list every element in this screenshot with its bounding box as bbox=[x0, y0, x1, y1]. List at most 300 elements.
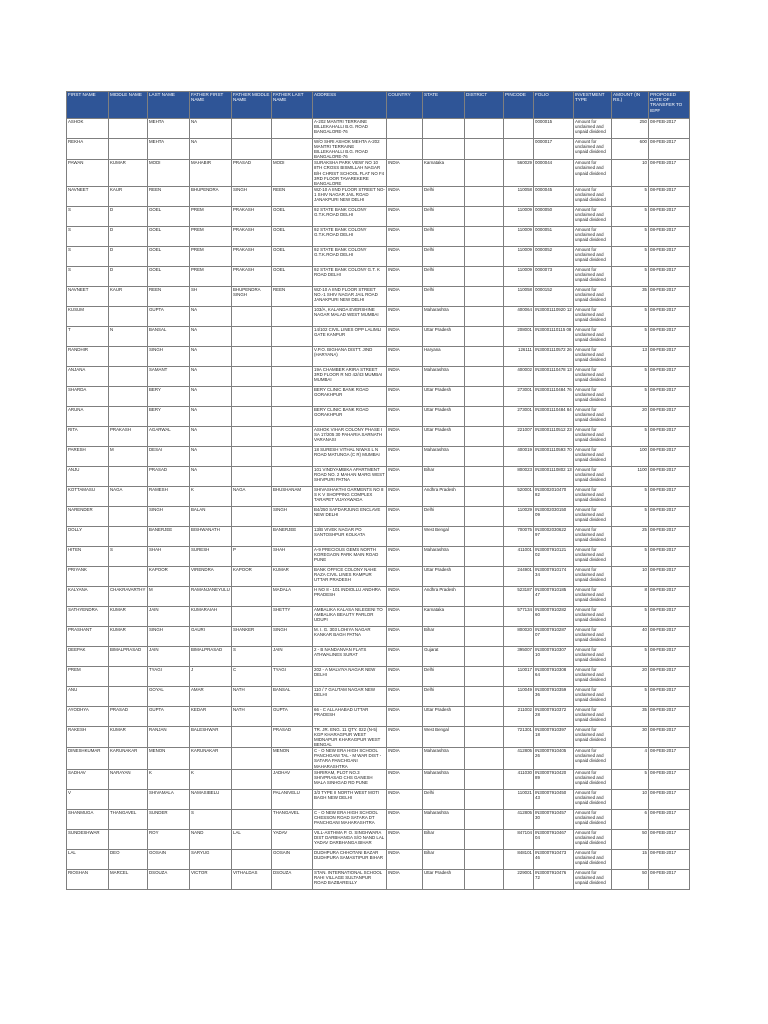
table-cell bbox=[272, 139, 313, 160]
table-cell: IN30007910359 36 bbox=[534, 686, 574, 706]
table-cell: Karnataka bbox=[423, 606, 465, 626]
table-cell: 8 bbox=[612, 586, 649, 606]
table-cell bbox=[232, 789, 272, 809]
table-cell: GOSAIN bbox=[148, 849, 190, 869]
table-cell: TYAGI bbox=[272, 666, 313, 686]
table-cell: STAN. INTERNATIONAL SCHOOL RAHI VILLAGE SULTANPUR ROAD BAZBAREILLY bbox=[313, 869, 387, 889]
table-cell: PRASAD bbox=[109, 706, 148, 726]
table-cell bbox=[465, 789, 504, 809]
table-cell bbox=[272, 406, 313, 426]
table-cell: IN30007910282 60 bbox=[534, 606, 574, 626]
table-cell: West Bengal bbox=[423, 526, 465, 546]
table-cell: C bbox=[232, 666, 272, 686]
table-cell: AMAR bbox=[190, 686, 232, 706]
table-cell: Uttar Pradesh bbox=[423, 706, 465, 726]
table-cell: GAURI bbox=[190, 626, 232, 646]
table-row bbox=[67, 646, 690, 666]
table-cell: SHRIRAM, PLOT NO.3 SHIVPRASAD CHS GANESH MALA SINHGAD RD PUNE bbox=[313, 769, 387, 789]
table-cell: 110058 bbox=[504, 186, 534, 206]
table-cell bbox=[465, 606, 504, 626]
table-cell: H NO 8 - 101 INDIOLLU ANDHRA PRADESH bbox=[313, 586, 387, 606]
table-cell bbox=[232, 426, 272, 446]
table-cell: 5 bbox=[612, 646, 649, 666]
table-cell: 600 bbox=[612, 139, 649, 160]
table-cell: Delhi bbox=[423, 246, 465, 266]
table-cell bbox=[465, 686, 504, 706]
table-cell: KUMAR bbox=[109, 626, 148, 646]
table-cell bbox=[465, 406, 504, 426]
table-cell: KAPOOR bbox=[232, 566, 272, 586]
table-cell: AGARWAL bbox=[148, 426, 190, 446]
table-cell: NARENDER bbox=[67, 506, 109, 526]
table-cell: 5 bbox=[612, 306, 649, 326]
table-cell: 0000052 bbox=[534, 246, 574, 266]
table-cell bbox=[272, 386, 313, 406]
table-cell: IN30007910121 02 bbox=[534, 546, 574, 566]
table-cell: VILL-ASTHMA P. O. SINGHWARA DIST DARBHANGA S/O NAND LAL YADAV DARBHANGA BIHAR bbox=[313, 829, 387, 849]
table-cell: IN30001110512 23 bbox=[534, 426, 574, 446]
table-cell: 08-FEB-2017 bbox=[649, 486, 690, 506]
table-cell: 08-FEB-2017 bbox=[649, 829, 690, 849]
table-cell: KUSUM bbox=[67, 306, 109, 326]
table-cell: IN30001110115 08 bbox=[534, 326, 574, 346]
table-cell: 0000051 bbox=[534, 226, 574, 246]
table-cell: 08-FEB-2017 bbox=[649, 566, 690, 586]
table-cell: 08-FEB-2017 bbox=[649, 246, 690, 266]
table-cell: IN30001110478 13 bbox=[534, 366, 574, 386]
table-cell: CHAKRAVARTHY bbox=[109, 586, 148, 606]
table-cell: West Bengal bbox=[423, 726, 465, 747]
table-cell: 110009 bbox=[504, 226, 534, 246]
table-cell bbox=[232, 849, 272, 869]
table-cell: SINGH bbox=[148, 346, 190, 366]
table-cell bbox=[465, 386, 504, 406]
table-cell: INDIA bbox=[387, 666, 423, 686]
table-row bbox=[67, 246, 690, 266]
table-cell: Amount for unclaimed and unpaid dividend bbox=[574, 526, 612, 546]
table-cell: PRAKASH bbox=[232, 206, 272, 226]
table-cell: 08-FEB-2017 bbox=[649, 626, 690, 646]
table-cell: INDIA bbox=[387, 606, 423, 626]
table-cell: BHUSHANAM bbox=[272, 486, 313, 506]
table-cell: SH bbox=[190, 286, 232, 306]
table-cell: S bbox=[67, 246, 109, 266]
table-cell: Bihar bbox=[423, 626, 465, 646]
table-cell: NA bbox=[190, 386, 232, 406]
table-cell: 50 bbox=[612, 869, 649, 889]
table-cell: 0000015 bbox=[534, 119, 574, 139]
table-cell: INDIA bbox=[387, 706, 423, 726]
table-cell bbox=[465, 346, 504, 366]
table-cell: 848101 bbox=[504, 849, 534, 869]
table-cell: Amount for unclaimed and unpaid dividend bbox=[574, 646, 612, 666]
table-cell: NAGA bbox=[232, 486, 272, 506]
table-cell: LAL bbox=[232, 829, 272, 849]
table-cell bbox=[109, 829, 148, 849]
table-cell: JAIN bbox=[148, 606, 190, 626]
column-header: ADDRESS bbox=[313, 92, 387, 119]
table-cell bbox=[109, 506, 148, 526]
table-cell bbox=[465, 769, 504, 789]
table-cell: 800023 bbox=[504, 466, 534, 486]
table-cell: 110058 bbox=[504, 286, 534, 306]
table-cell: PAWAN bbox=[67, 160, 109, 186]
table-row bbox=[67, 266, 690, 286]
table-cell bbox=[272, 326, 313, 346]
table-cell: 5 bbox=[612, 226, 649, 246]
column-header: INVESTMENT TYPE bbox=[574, 92, 612, 119]
table-cell: 6 bbox=[612, 809, 649, 829]
table-cell: 13 bbox=[612, 346, 649, 366]
table-cell bbox=[465, 869, 504, 889]
table-cell: Amount for unclaimed and unpaid dividend bbox=[574, 426, 612, 446]
table-cell: DEEPAK bbox=[67, 646, 109, 666]
table-cell: IN30002010470 82 bbox=[534, 486, 574, 506]
table-cell bbox=[465, 566, 504, 586]
table-cell: KUMAR bbox=[109, 726, 148, 747]
table-row bbox=[67, 546, 690, 566]
table-row bbox=[67, 526, 690, 546]
table-cell: 08-FEB-2017 bbox=[649, 119, 690, 139]
table-cell: INDIA bbox=[387, 246, 423, 266]
table-cell: SHETTY bbox=[272, 606, 313, 626]
table-cell: Maharashtra bbox=[423, 809, 465, 829]
table-cell: Amount for unclaimed and unpaid dividend bbox=[574, 829, 612, 849]
table-cell: IN30007910372 28 bbox=[534, 706, 574, 726]
table-cell bbox=[465, 526, 504, 546]
table-cell: 110 / 7 GAUTAM NAGAR NEW DELHI bbox=[313, 686, 387, 706]
column-header: MIDDLE NAME bbox=[109, 92, 148, 119]
table-cell: INDIA bbox=[387, 546, 423, 566]
table-cell: 15 bbox=[612, 849, 649, 869]
table-cell: ASHOK VIHAR COLONY PHASE I SA 17/205 30 PAHARIA SARNATH VARANASI bbox=[313, 426, 387, 446]
table-cell: ASHOK bbox=[67, 119, 109, 139]
table-cell: B4/250 SAFDARJUNG ENCLAVE NEW DELHI bbox=[313, 506, 387, 526]
table-cell bbox=[465, 726, 504, 747]
table-cell: Delhi bbox=[423, 666, 465, 686]
table-cell bbox=[232, 119, 272, 139]
table-cell: GOEL bbox=[272, 266, 313, 286]
table-cell: Amount for unclaimed and unpaid dividend bbox=[574, 606, 612, 626]
table-cell: IN30002030150 09 bbox=[534, 506, 574, 526]
table-cell bbox=[232, 386, 272, 406]
table-cell: GOYAL bbox=[148, 686, 190, 706]
table-cell: Amount for unclaimed and unpaid dividend bbox=[574, 306, 612, 326]
table-cell: SHIVAMALA bbox=[148, 789, 190, 809]
table-cell: Karnataka bbox=[423, 160, 465, 186]
table-cell: Maharashtra bbox=[423, 446, 465, 466]
table-cell bbox=[232, 466, 272, 486]
table-cell bbox=[109, 406, 148, 426]
table-cell: INDIA bbox=[387, 829, 423, 849]
table-cell: INDIA bbox=[387, 286, 423, 306]
table-cell bbox=[109, 119, 148, 139]
table-cell: MARCEL bbox=[109, 869, 148, 889]
table-cell: 08-FEB-2017 bbox=[649, 446, 690, 466]
table-cell: C - O NEW ERA HIGH SCHOOL PANCHGANI TAL - M WAR DIST - SATARA PANCHGANI MAHARASHTRA bbox=[313, 748, 387, 769]
table-cell: INDIA bbox=[387, 586, 423, 606]
table-cell bbox=[232, 726, 272, 747]
table-cell: 400002 bbox=[504, 366, 534, 386]
table-cell bbox=[465, 626, 504, 646]
table-cell bbox=[232, 139, 272, 160]
table-cell: A-9 PRECIOUS GEMS NORTH KOREGAON PARK MAIN ROAD PUNE bbox=[313, 546, 387, 566]
table-cell: Delhi bbox=[423, 266, 465, 286]
table-cell: 14/102 CIVIL LINES OPP LALIMLI GATE KANPUR bbox=[313, 326, 387, 346]
table-cell: Amount for unclaimed and unpaid dividend bbox=[574, 366, 612, 386]
table-cell: 08-FEB-2017 bbox=[649, 426, 690, 446]
table-cell: PREM bbox=[190, 266, 232, 286]
table-cell bbox=[232, 586, 272, 606]
table-cell: MENON bbox=[148, 748, 190, 769]
table-cell bbox=[232, 326, 272, 346]
table-cell bbox=[465, 286, 504, 306]
table-cell: Delhi bbox=[423, 226, 465, 246]
table-cell: 08-FEB-2017 bbox=[649, 789, 690, 809]
table-cell: BERY CLINIC BANK ROAD GORAKHPUR bbox=[313, 406, 387, 426]
table-cell: REEN bbox=[272, 186, 313, 206]
table-row bbox=[67, 366, 690, 386]
table-cell: THANGAVEL bbox=[109, 809, 148, 829]
table-row bbox=[67, 769, 690, 789]
table-cell bbox=[272, 466, 313, 486]
table-cell: Amount for unclaimed and unpaid dividend bbox=[574, 748, 612, 769]
table-cell bbox=[232, 346, 272, 366]
table-row bbox=[67, 606, 690, 626]
table-row bbox=[67, 706, 690, 726]
table-cell: C - O NEW ERA HIGH SCHOOL CHESSON ROAD SATARA DT PANCHGANI MAHARASHTRA bbox=[313, 809, 387, 829]
table-cell: INDIA bbox=[387, 748, 423, 769]
table-cell bbox=[109, 139, 148, 160]
table-cell: RIOSHAN bbox=[67, 869, 109, 889]
table-cell bbox=[272, 306, 313, 326]
table-cell bbox=[232, 809, 272, 829]
table-row bbox=[67, 726, 690, 747]
table-row bbox=[67, 666, 690, 686]
column-header: PINCODE bbox=[504, 92, 534, 119]
table-cell: 110029 bbox=[504, 506, 534, 526]
table-cell: P bbox=[232, 546, 272, 566]
table-cell: KOTTAMASU bbox=[67, 486, 109, 506]
table-cell: NA bbox=[190, 306, 232, 326]
table-cell: SHARDA bbox=[67, 386, 109, 406]
table-cell: BANSAL bbox=[272, 686, 313, 706]
table-cell: MAHABIR bbox=[190, 160, 232, 186]
table-cell: DEO bbox=[109, 849, 148, 869]
table-cell: ROY bbox=[148, 829, 190, 849]
table-cell: Amount for unclaimed and unpaid dividend bbox=[574, 446, 612, 466]
table-cell: IN30007910420 89 bbox=[534, 769, 574, 789]
table-cell: Uttar Pradesh bbox=[423, 426, 465, 446]
table-cell: IN30007910476 72 bbox=[534, 869, 574, 889]
table-cell: J bbox=[190, 666, 232, 686]
table-cell: 250 bbox=[612, 119, 649, 139]
table-cell: Maharashtra bbox=[423, 306, 465, 326]
table-cell: S bbox=[190, 809, 232, 829]
table-cell: RANDHIR bbox=[67, 346, 109, 366]
table-cell: Amount for unclaimed and unpaid dividend bbox=[574, 686, 612, 706]
unclaimed-dividend-sheet bbox=[66, 91, 689, 890]
table-cell: SURAKSHA PARK VIEW' NO 10 8TH CROSS BISMILLAH NAGAR B/H CHRIST SCHOOL FLAT NO F4 3RD FLOOR TAVAREKERE BANGALORE bbox=[313, 160, 387, 186]
table-cell bbox=[465, 666, 504, 686]
table-row bbox=[67, 466, 690, 486]
table-cell bbox=[465, 226, 504, 246]
table-cell: 92 STATE BANK COLONY G.T.K.ROAD DELHI bbox=[313, 226, 387, 246]
table-cell: GOEL bbox=[272, 206, 313, 226]
table-cell: INDIA bbox=[387, 406, 423, 426]
table-cell: 5 bbox=[612, 366, 649, 386]
table-cell bbox=[465, 706, 504, 726]
column-header: AMOUNT (IN RS.) bbox=[612, 92, 649, 119]
table-cell: 5 bbox=[612, 769, 649, 789]
table-cell: HITEN bbox=[67, 546, 109, 566]
table-cell: 08-FEB-2017 bbox=[649, 706, 690, 726]
table-cell: INDIA bbox=[387, 386, 423, 406]
table-cell: K bbox=[190, 486, 232, 506]
table-cell: 20 bbox=[612, 666, 649, 686]
table-cell: Amount for unclaimed and unpaid dividend bbox=[574, 486, 612, 506]
table-row bbox=[67, 306, 690, 326]
table-cell: 126111 bbox=[504, 346, 534, 366]
table-cell: 202 - A MALVIYA NAGAR NEW DELHI bbox=[313, 666, 387, 686]
table-cell: 5 bbox=[612, 486, 649, 506]
table-cell bbox=[465, 139, 504, 160]
table-cell: Amount for unclaimed and unpaid dividend bbox=[574, 266, 612, 286]
table-cell: 520001 bbox=[504, 486, 534, 506]
table-cell: 110009 bbox=[504, 206, 534, 226]
table-cell bbox=[232, 748, 272, 769]
table-cell bbox=[109, 346, 148, 366]
table-cell: Amount for unclaimed and unpaid dividend bbox=[574, 789, 612, 809]
table-cell: SADHAV bbox=[67, 769, 109, 789]
table-cell: BANERJEE bbox=[272, 526, 313, 546]
table-cell: TR. JR. ENG. 11 QTY. 022 (N-5) KGP KHARAGPUR WEST MIDNAPUR KHARAGPUR WEST BENGAL bbox=[313, 726, 387, 747]
header-row bbox=[67, 92, 690, 119]
table-cell: W/O SHRI ASHOK MEHTA A-202 MANTRI TERRAINE BILLEKAHALLI B.G. ROAD BANGALORE-76 bbox=[313, 139, 387, 160]
table-cell: Bihar bbox=[423, 466, 465, 486]
table-cell bbox=[465, 486, 504, 506]
table-cell: 08-FEB-2017 bbox=[649, 526, 690, 546]
table-cell: MEHTA bbox=[148, 139, 190, 160]
table-cell: GUPTA bbox=[148, 706, 190, 726]
table-cell bbox=[465, 246, 504, 266]
table-cell: M bbox=[109, 446, 148, 466]
table-cell: 412805 bbox=[504, 748, 534, 769]
table-cell: INDIA bbox=[387, 366, 423, 386]
table-cell: Amount for unclaimed and unpaid dividend bbox=[574, 626, 612, 646]
table-cell: 08-FEB-2017 bbox=[649, 306, 690, 326]
table-cell: 08-FEB-2017 bbox=[649, 226, 690, 246]
table-cell: JADHAV bbox=[272, 769, 313, 789]
table-cell: 08-FEB-2017 bbox=[649, 206, 690, 226]
table-cell: INDIA bbox=[387, 686, 423, 706]
table-cell: PALANIVELU bbox=[272, 789, 313, 809]
table-cell: K bbox=[190, 769, 232, 789]
table-cell: 08-FEB-2017 bbox=[649, 286, 690, 306]
table-cell: 35 bbox=[612, 706, 649, 726]
table-cell: IN30007910450 43 bbox=[534, 789, 574, 809]
table-cell: DSOUZA bbox=[148, 869, 190, 889]
table-cell: BIMALPRASAD bbox=[109, 646, 148, 666]
table-cell: IN30001110572 26 bbox=[534, 346, 574, 366]
table-cell: NAMASIBELU bbox=[190, 789, 232, 809]
table-cell: BANK OFFICE COLONY NAHE RAZA CIVIL LINES RAMPUR UTTAR PRADESH bbox=[313, 566, 387, 586]
table-cell: SHAH bbox=[148, 546, 190, 566]
table-cell: Delhi bbox=[423, 789, 465, 809]
table-cell: 273001 bbox=[504, 386, 534, 406]
table-cell: KUMAR bbox=[109, 160, 148, 186]
table-cell: Amount for unclaimed and unpaid dividend bbox=[574, 506, 612, 526]
table-cell bbox=[109, 366, 148, 386]
table-cell: 400064 bbox=[504, 306, 534, 326]
table-cell: Amount for unclaimed and unpaid dividend bbox=[574, 706, 612, 726]
table-cell: Delhi bbox=[423, 286, 465, 306]
table-cell: TYAGI bbox=[148, 666, 190, 686]
table-cell: GOEL bbox=[148, 246, 190, 266]
table-cell: Amount for unclaimed and unpaid dividend bbox=[574, 726, 612, 747]
table-row bbox=[67, 286, 690, 306]
column-header: FATHER FIRST NAME bbox=[190, 92, 232, 119]
table-cell: INDIA bbox=[387, 466, 423, 486]
table-cell bbox=[465, 206, 504, 226]
table-cell: 08-FEB-2017 bbox=[649, 586, 690, 606]
table-cell: GOEL bbox=[148, 266, 190, 286]
table-row bbox=[67, 566, 690, 586]
table-cell: NAGA bbox=[109, 486, 148, 506]
table-cell: BERY bbox=[148, 386, 190, 406]
table-cell: AMBALIKA KALASA NILEGENI TO AMBALIKA BEAUTY PARLOR UDUPI bbox=[313, 606, 387, 626]
table-cell: NA bbox=[190, 326, 232, 346]
table-cell bbox=[109, 526, 148, 546]
table-cell: PRAKASH bbox=[232, 226, 272, 246]
table-cell: KALYANA bbox=[67, 586, 109, 606]
table-cell: 10 bbox=[612, 160, 649, 186]
table-cell bbox=[272, 446, 313, 466]
table-cell: Amount for unclaimed and unpaid dividend bbox=[574, 186, 612, 206]
table-cell bbox=[109, 306, 148, 326]
table-cell: RANJAN bbox=[148, 726, 190, 747]
table-cell bbox=[272, 426, 313, 446]
table-cell: Andhra Pradesh bbox=[423, 486, 465, 506]
table-cell: BALAN bbox=[190, 506, 232, 526]
table-cell: PREM bbox=[67, 666, 109, 686]
table-cell: ANU bbox=[67, 686, 109, 706]
table-cell: INDIA bbox=[387, 486, 423, 506]
table-cell bbox=[465, 829, 504, 849]
table-cell: INDIA bbox=[387, 206, 423, 226]
table-cell: IN30007910287 07 bbox=[534, 626, 574, 646]
table-cell: Maharashtra bbox=[423, 769, 465, 789]
column-header: LAST NAME bbox=[148, 92, 190, 119]
table-cell: 208001 bbox=[504, 326, 534, 346]
table-cell: 18 SURESH VITHAL NIWAS L N ROAD MATUNGA (C R) MUMBAI bbox=[313, 446, 387, 466]
table-cell bbox=[387, 139, 423, 160]
table-cell: MENON bbox=[272, 748, 313, 769]
table-cell: KEDAR bbox=[190, 706, 232, 726]
table-row bbox=[67, 506, 690, 526]
table-cell bbox=[232, 606, 272, 626]
table-cell: Gujarat bbox=[423, 646, 465, 666]
table-cell: IN30001110802 13 bbox=[534, 466, 574, 486]
table-row bbox=[67, 829, 690, 849]
table-cell: 0000152 bbox=[534, 286, 574, 306]
table-cell: BISHWANATH bbox=[190, 526, 232, 546]
table-cell: 08-FEB-2017 bbox=[649, 646, 690, 666]
table-cell bbox=[423, 139, 465, 160]
table-cell: SATHYENDRA bbox=[67, 606, 109, 626]
table-cell: Uttar Pradesh bbox=[423, 869, 465, 889]
table-cell: NA bbox=[190, 346, 232, 366]
